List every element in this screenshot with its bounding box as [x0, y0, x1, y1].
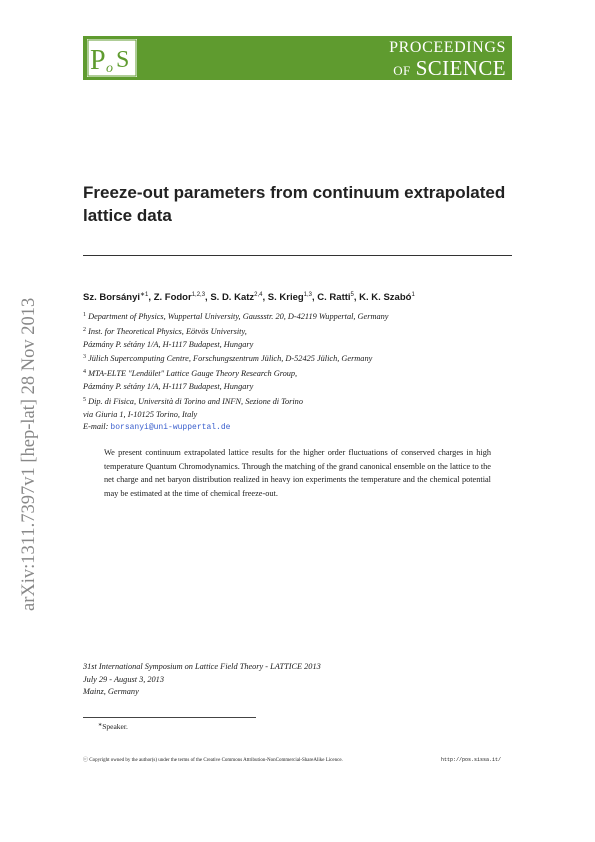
affiliation-text: Jülich Supercomputing Centre, Forschungszentrum Jülich, D-52425 Jülich, Germany	[88, 354, 373, 364]
author-sep: ,	[312, 292, 318, 303]
banner-science	[393, 56, 506, 81]
conference-dates: July 29 - August 3, 2013	[83, 674, 164, 684]
conference-info	[83, 661, 321, 699]
author-sup: 1	[411, 292, 415, 298]
footnote-rule	[83, 717, 256, 718]
author-name: K. K. Szabó	[359, 292, 412, 303]
author-name: Sz. Borsányi	[83, 292, 141, 303]
footnote-text: Speaker.	[102, 722, 128, 731]
pos-banner	[83, 36, 512, 80]
banner-science-word: SCIENCE	[415, 56, 506, 80]
svg-text:o: o	[106, 61, 113, 76]
copyright-line: ⓒ Copyright owned by the author(s) under the terms of the Creative Commons Attribution-NonCommercial-ShareAlike Licence.	[83, 758, 343, 763]
affiliation-sup: 4	[83, 369, 86, 376]
affiliation-text: via Giuria 1, I-10125 Torino, Italy	[83, 409, 198, 419]
email-link[interactable]: borsanyi@uni-wuppertal.de	[110, 423, 231, 433]
author-sep: ,	[148, 292, 154, 303]
author-sup: 2,4	[254, 292, 263, 298]
author-sep: ,	[353, 292, 360, 303]
affiliation-line	[83, 324, 388, 339]
affiliation-line	[83, 394, 388, 409]
affiliation-text: MTA-ELTE "Lendület" Lattice Gauge Theory Research Group,	[88, 369, 298, 379]
footnote-mark: ∗	[98, 723, 103, 728]
author-list	[83, 291, 415, 303]
conference-place: Mainz, Germany	[83, 687, 139, 697]
affiliation-text: Inst. for Theoretical Physics, Eötvös University,	[88, 326, 247, 336]
affiliation-line	[83, 381, 388, 394]
affiliation-sup: 3	[83, 354, 86, 361]
author-name: Z. Fodor	[153, 292, 192, 303]
author	[268, 292, 318, 303]
abstract: We present continuum extrapolated lattice results for the higher order fluctuations of conserved charges in high temperature Quantum Chromodynamics. Through the matching of the grand canonical ensemble on the lattice to the net charge and net baryon distribution realized in heavy ion experiments the temperature and the chemical potential may be estimated at the time of chemical freeze-out.	[104, 448, 491, 498]
paper-title: Freeze-out parameters from continuum extrapolated lattice data	[83, 183, 506, 225]
author	[317, 292, 359, 303]
svg-text:P: P	[90, 45, 106, 76]
banner-proceedings: PROCEEDINGS	[389, 39, 506, 56]
author	[210, 292, 267, 303]
footnote	[98, 722, 128, 731]
author	[154, 292, 211, 303]
affiliation-text: Department of Physics, Wuppertal University, Gaussstr. 20, D-42119 Wuppertal, Germany	[88, 312, 389, 321]
email-label: E-mail:	[83, 422, 111, 432]
affiliation-sup: 2	[83, 326, 86, 333]
author-name: S. D. Katz	[210, 292, 255, 303]
affiliation-line	[83, 351, 388, 366]
email-line	[83, 421, 388, 435]
conference-name: 31st International Symposium on Lattice Field Theory - LATTICE 2013	[83, 662, 321, 671]
pos-url-link[interactable]: http://pos.sissa.it/	[441, 757, 502, 763]
affiliation-line	[83, 309, 388, 324]
affiliation-sup: 1	[83, 312, 86, 318]
affiliation-line	[83, 409, 388, 422]
author-sup: 5	[350, 292, 354, 298]
author-name: C. Ratti	[317, 292, 351, 303]
pos-logo	[87, 39, 137, 77]
author-sup: 1,3	[303, 292, 313, 298]
title-rule	[83, 255, 512, 256]
author	[359, 292, 415, 303]
author-name: S. Krieg	[267, 292, 304, 303]
author-sup: ∗1	[140, 292, 149, 298]
affiliation-sup: 5	[83, 396, 86, 403]
author-sep: ,	[262, 292, 268, 303]
affiliation-line	[83, 366, 388, 381]
affiliation-text: Dip. di Fisica, Università di Torino and INFN, Sezione di Torino	[88, 396, 303, 406]
arxiv-side-label: arXiv:1311.7397v1 [hep-lat] 28 Nov 2013	[19, 297, 39, 611]
affiliation-line	[83, 339, 388, 352]
affiliations	[83, 309, 388, 435]
banner-of: OF	[393, 63, 411, 78]
author-sep: ,	[205, 292, 211, 303]
svg-text:S: S	[116, 47, 130, 73]
affiliation-text: Pázmány P. sétány 1/A, H-1117 Budapest, Hungary	[83, 339, 254, 349]
author-sup: 1,2,3	[191, 292, 206, 298]
affiliation-text: Pázmány P. sétány 1/A, H-1117 Budapest, Hungary	[83, 381, 254, 391]
author	[83, 292, 154, 303]
